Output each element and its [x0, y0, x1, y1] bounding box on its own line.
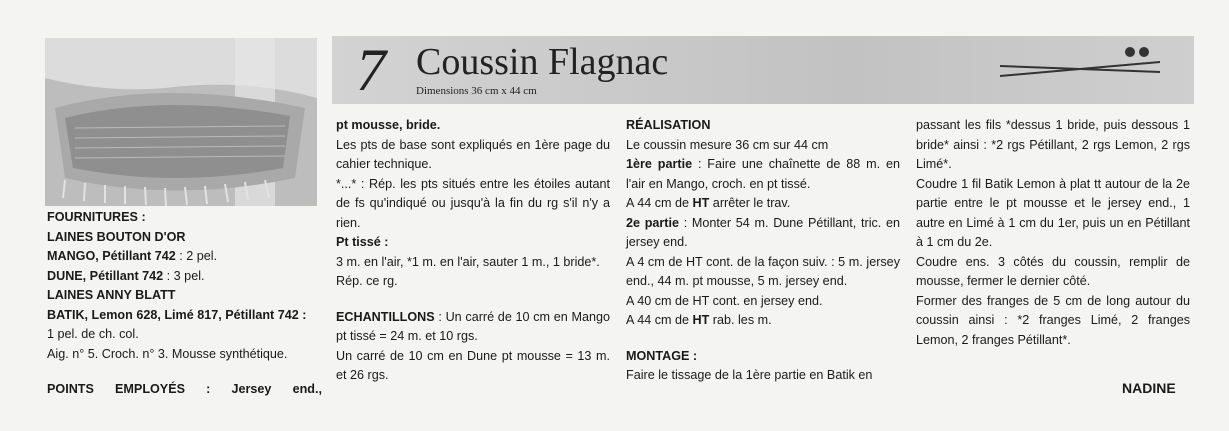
- batik-label: BATIK, Lemon 628, Limé 817, Pétillant 742 :: [47, 307, 307, 322]
- part1-text: : Faire une chaînette de 88 m. en l'air en Mango, croch. en pt tissé.: [626, 157, 900, 191]
- part2-bind-off: [626, 311, 900, 331]
- part1-label: 1ère partie: [626, 157, 693, 171]
- sewing-text: Coudre 1 fil Batik Lemon à plat tt autour de la 2e partie entre le pt mousse et le jersey end., 1 autre en Limé à 1 cm du 1er, puis un en Pétillant à 1 cm du 2e.: [916, 176, 1190, 249]
- points-word-3: :: [206, 382, 211, 396]
- points-word-2: EMPLOYÉS: [115, 382, 186, 396]
- needles-text: Aig. n° 5. Croch. n° 3. Mousse synthétique.: [47, 346, 288, 361]
- bind-off-ht: HT: [692, 313, 710, 327]
- page-title: Coussin Flagnac: [416, 41, 669, 83]
- bind-off-c: rab. les m.: [709, 313, 772, 327]
- mango-value: : 2 pel.: [175, 249, 218, 263]
- supplies-column: [47, 208, 322, 400]
- part2-paragraph: [626, 214, 900, 253]
- dimensions-subtitle: Dimensions 36 cm x 44 cm: [416, 85, 537, 97]
- size-text: Le coussin mesure 36 cm sur 44 cm: [626, 137, 829, 152]
- author-signature: NADINE: [1122, 380, 1176, 396]
- montage-text: Faire le tissage de la 1ère partie en Batik en: [626, 368, 873, 382]
- points-word-1: POINTS: [47, 382, 94, 396]
- part1-stop-a: A 44 cm de: [626, 196, 693, 210]
- part2-label: 2e partie: [626, 215, 680, 230]
- stitches-column: [336, 116, 610, 386]
- part2-jersey: A 40 cm de HT cont. en jersey end.: [626, 293, 823, 308]
- mango-line: [47, 247, 322, 267]
- fringe-text: Former des franges de 5 cm de long autour du coussin ainsi : *2 franges Limé, 2 franges Lemon, 2 franges Pétillant*.: [916, 293, 1190, 347]
- knitting-needles-icon: [990, 42, 1170, 88]
- realisation-column: [626, 116, 900, 386]
- stitches-intro: Les pts de base sont expliqués en 1ère page du cahier technique.: [336, 137, 610, 171]
- points-word-5: end.,: [292, 382, 322, 396]
- closing-text: Coudre ens. 3 côtés du coussin, remplir de mousse, fermer le dernier côté.: [916, 254, 1190, 288]
- gauge-text: : Un carré de 10 cm en Mango pt tissé = 24 m. et 10 rgs.: [336, 309, 610, 343]
- batik-value: 1 pel. de ch. col.: [47, 327, 139, 341]
- gauge-dune: Un carré de 10 cm en Dune pt mousse = 13 m. et 26 rgs.: [336, 348, 610, 382]
- assembly-column: [916, 116, 1190, 350]
- bind-off-a: A 44 cm de: [626, 313, 693, 327]
- weaving-text: passant les fils *dessus 1 bride, puis dessous 1 bride* ainsi : *2 rgs Pétillant, 2 rgs Lemon, 2 rgs Limé*.: [916, 118, 1190, 171]
- dune-label: DUNE, Pétillant 742: [47, 268, 164, 283]
- gauge-paragraph: [336, 308, 610, 347]
- part2-continue: A 4 cm de HT cont. de la façon suiv. : 5 m. jersey end., 44 m. pt mousse, 5 m. jersey end.: [626, 254, 900, 288]
- dune-line: [47, 267, 322, 287]
- repeat-row: Rép. ce rg.: [336, 274, 398, 288]
- repeat-explanation: *...* : Rép. les pts situés entre les étoiles autant de fs qu'indiqué ou jusqu'à la fin du rg s'il n'y a rien.: [336, 176, 610, 230]
- pattern-number: 7: [356, 37, 386, 103]
- part2-text: : Monter 54 m. Dune Pétillant, tric. en jersey end.: [626, 215, 901, 249]
- mango-label: MANGO, Pétillant 742: [47, 249, 176, 263]
- points-heading: [47, 380, 322, 400]
- cushion-photo: [45, 38, 317, 206]
- realisation-heading: RÉALISATION: [626, 118, 711, 132]
- pt-tisse-text: 3 m. en l'air, *1 m. en l'air, sauter 1 m., 1 bride*.: [336, 254, 600, 269]
- part1-paragraph: [626, 155, 900, 194]
- part1-stop: [626, 194, 900, 214]
- gauge-heading: ECHANTILLONS: [336, 309, 435, 324]
- pt-tisse-heading: Pt tissé :: [336, 235, 389, 249]
- brand-bouton-dor: LAINES BOUTON D'OR: [47, 229, 186, 244]
- part1-stop-ht: HT: [692, 196, 710, 210]
- brand-anny-blatt: LAINES ANNY BLATT: [47, 288, 176, 302]
- part1-stop-c: arrêter le trav.: [709, 196, 791, 210]
- fournitures-heading: FOURNITURES :: [47, 210, 146, 224]
- stitches-line: pt mousse, bride.: [336, 118, 441, 132]
- points-word-4: Jersey: [231, 382, 272, 396]
- montage-heading: MONTAGE :: [626, 348, 698, 363]
- dune-value: : 3 pel.: [163, 268, 205, 283]
